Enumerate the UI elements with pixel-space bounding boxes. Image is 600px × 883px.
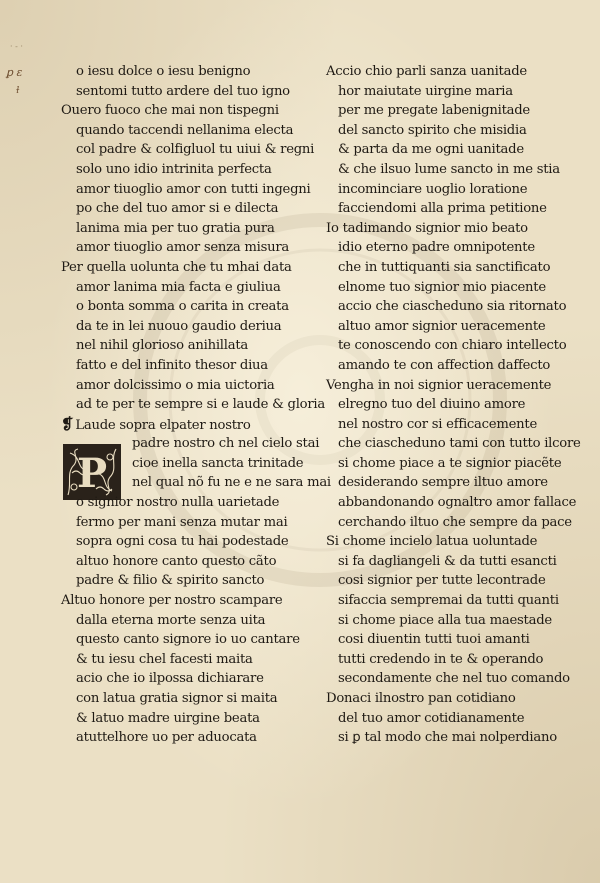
verse-line: sifaccia sempremai da tutti quanti bbox=[338, 593, 559, 609]
verse-line: Donaci ilnostro pan cotidiano bbox=[326, 691, 516, 706]
verse-line: po che del tuo amor si e dilecta bbox=[76, 201, 279, 217]
verse-line: fermo per mani senza mutar mai bbox=[76, 514, 288, 530]
verse-line: amor dolcissimo o mia uictoria bbox=[76, 377, 275, 393]
margin-note-line-2: ɫ bbox=[16, 86, 20, 96]
verse-line: lanima mia per tuo gratia pura bbox=[76, 220, 275, 236]
verse-line: sentomi tutto ardere del tuo igno bbox=[76, 83, 290, 99]
verse-line: si ꝑ tal modo che mai nolperdiano bbox=[338, 730, 557, 746]
verse-line: Per quella uolunta che tu mhai data bbox=[61, 259, 292, 275]
verse-line: nel nostro cor si efficacemente bbox=[338, 416, 538, 432]
verse-line: cerchando iltuo che sempre da pace bbox=[338, 514, 572, 530]
verse-line: dalla eterna morte senza uita bbox=[76, 612, 266, 628]
verse-line: Accio chio parli sanza uanitade bbox=[326, 64, 527, 79]
rubric-title: Laude sopra elpater nostro bbox=[75, 417, 251, 433]
verse-line: che in tuttiquanti sia sanctificato bbox=[338, 259, 551, 275]
verse-line: tutti credendo in te & operando bbox=[338, 651, 544, 667]
verse-line: accio che ciascheduno sia ritornato bbox=[338, 299, 567, 315]
verse-line: amando te con affection daffecto bbox=[338, 357, 551, 373]
verse-line: da te in lei nuouo gaudio deriua bbox=[76, 318, 282, 334]
paragraph-mark-icon: ❡ bbox=[61, 414, 74, 433]
margin-note-line-1: ꝑ ε bbox=[6, 66, 23, 79]
verse-line: fatto e del infinito thesor diua bbox=[76, 357, 268, 373]
margin-tick-mark: · ‐ · bbox=[10, 42, 23, 51]
verse-line: sopra ogni cosa tu hai podestade bbox=[76, 534, 289, 550]
verse-line: ad te per te sempre si e laude & gloria bbox=[76, 397, 325, 413]
verse-line: & tu iesu chel facesti maita bbox=[76, 651, 253, 667]
verse-line: amor tiuoglio amor senza misura bbox=[76, 240, 290, 256]
verse-line: questo canto signore io uo cantare bbox=[76, 632, 300, 648]
verse-line: & che ilsuo lume sancto in me stia bbox=[338, 161, 560, 177]
left-verse-column bbox=[58, 62, 331, 748]
right-verse-column bbox=[326, 62, 586, 748]
verse-line: cosi signior per tutte lecontrade bbox=[338, 573, 546, 589]
verse-line: nel qual nõ fu ne e ne sara mai bbox=[132, 475, 331, 491]
verse-line: Vengha in noi signior ueracemente bbox=[326, 377, 552, 393]
verse-line: incominciare uoglio loratione bbox=[338, 181, 528, 197]
verse-line: del sancto spirito che misidia bbox=[338, 122, 527, 138]
verse-line: atuttelhore uo per aduocata bbox=[76, 730, 257, 746]
verse-line: con latua gratia signor si maita bbox=[76, 691, 278, 706]
verse-line: amor tiuoglio amor con tutti ingegni bbox=[76, 181, 311, 197]
verse-line: acio che io ilpossa dichiarare bbox=[76, 671, 264, 687]
verse-line: si chome piace alla tua maestade bbox=[338, 612, 552, 628]
verse-line: altuo amor signior ueracemente bbox=[338, 318, 546, 334]
handwritten-margin-note bbox=[6, 66, 40, 102]
section-rubric bbox=[58, 415, 323, 435]
verse-line: desiderando sempre iltuo amore bbox=[338, 475, 548, 491]
verse-line: & parta da me ogni uanitade bbox=[338, 142, 524, 158]
verse-line: elnome tuo signior mio piacente bbox=[338, 279, 546, 295]
verse-line: padre nostro ch nel cielo stai bbox=[132, 436, 320, 452]
verse-line: nel nihil glorioso anihillata bbox=[76, 338, 248, 354]
verse-line: Si chome incielo latua uoluntade bbox=[326, 534, 538, 550]
verse-line: Ouero fuoco che mai non tispegni bbox=[61, 103, 279, 119]
verse-line: abbandonando ognaltro amor fallace bbox=[338, 495, 577, 511]
verse-line: elregno tuo del diuino amore bbox=[338, 397, 526, 413]
verse-line: amor lanima mia facta e giuliua bbox=[76, 279, 281, 295]
verse-line: facciendomi alla prima petitione bbox=[338, 201, 547, 217]
verse-line: per me pregate labenignitade bbox=[338, 103, 530, 119]
verse-line: altuo honore canto questo cãto bbox=[76, 553, 277, 569]
verse-line: Io tadimando signior mio beato bbox=[326, 220, 528, 236]
verse-line: secondamente che nel tuo comando bbox=[338, 671, 570, 687]
verse-line: & latuo madre uirgine beata bbox=[76, 710, 260, 726]
verse-line: del tuo amor cotidianamente bbox=[338, 710, 525, 726]
verse-line: cioe inella sancta trinitade bbox=[132, 455, 304, 471]
verse-line: si fa dagliangeli & da tutti esancti bbox=[338, 553, 557, 569]
verse-line: padre & filio & spirito sancto bbox=[76, 573, 265, 589]
verse-line: che ciascheduno tami con tutto ilcore bbox=[338, 436, 581, 452]
verse-line: quando taccendi nellanima electa bbox=[76, 122, 294, 138]
verse-line: solo uno idio intrinita perfecta bbox=[76, 161, 272, 177]
initial-letter: P bbox=[76, 450, 108, 497]
verse-line: idio eterno padre omnipotente bbox=[338, 240, 535, 256]
verse-line: te conoscendo con chiaro intellecto bbox=[338, 338, 567, 354]
verse-line: Altuo honore per nostro scampare bbox=[61, 593, 283, 609]
verse-line: si chome piace a te signior piacẽte bbox=[338, 455, 562, 471]
verse-line: col padre & colfigluol tu uiui & regni bbox=[76, 142, 315, 158]
verse-line: o signior nostro nulla uarietade bbox=[76, 495, 280, 511]
verse-line: hor maiutate uirgine maria bbox=[338, 83, 513, 99]
verse-line: o iesu dolce o iesu benigno bbox=[76, 64, 251, 79]
verse-line: cosi diuentin tutti tuoi amanti bbox=[338, 632, 530, 648]
verse-line: o bonta somma o carita in creata bbox=[76, 299, 289, 315]
